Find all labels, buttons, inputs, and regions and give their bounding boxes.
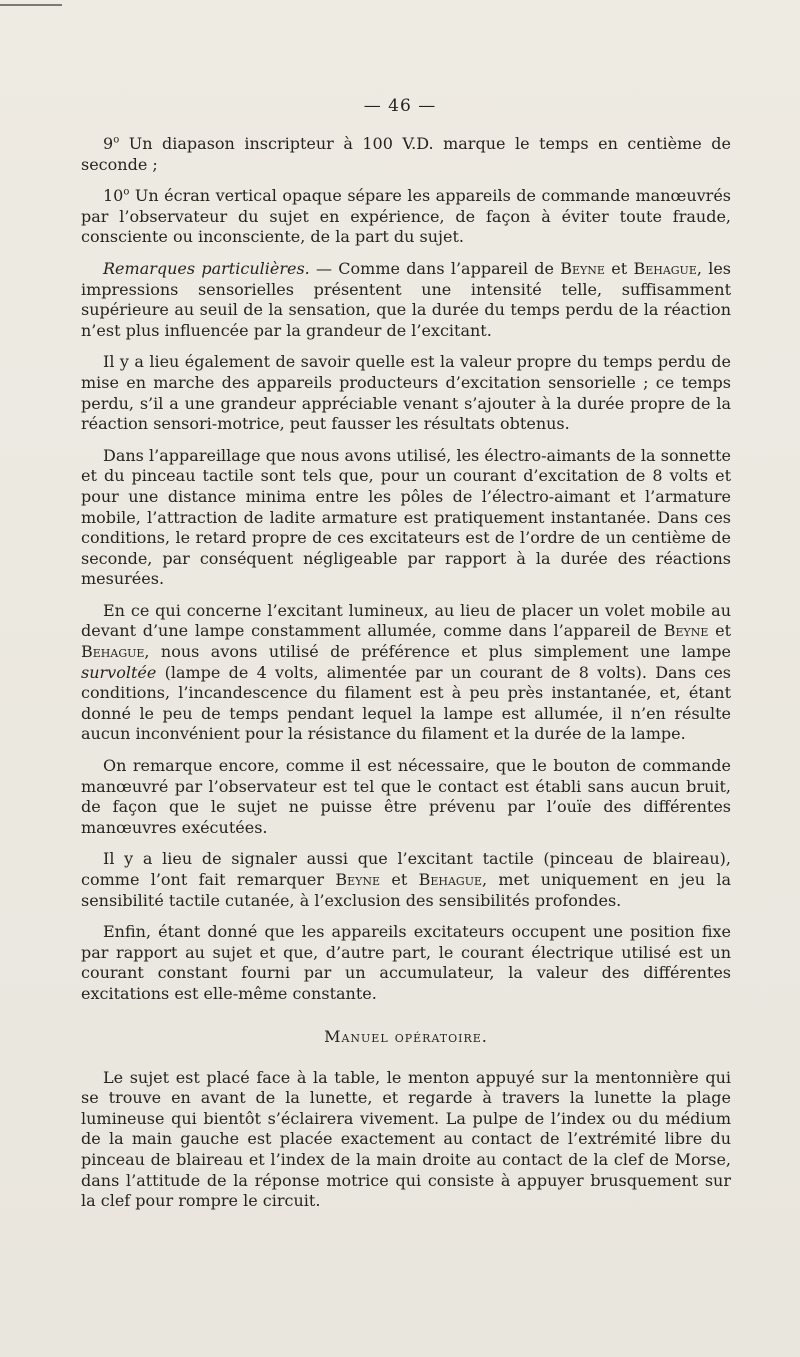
author-name: Behague xyxy=(418,870,483,889)
page-number: — 46 — xyxy=(363,96,437,116)
paragraph-temps-perdu: Il y a lieu également de savoir quelle est la valeur propre du temps perdu de mise en marche des appareils producteurs d’excitation sensorielle ; ce temps perdu, s’il a une grandeur appréciable venant s’ajouter à la durée propre de la réaction sensori-motrice, peut fausser les résultats obtenus. xyxy=(81,352,731,434)
page-body xyxy=(81,134,731,1223)
paragraph-appareillage: Dans l’appareillage que nous avons utilisé, les électro-aimants de la sonnette et du pinceau tactile sont tels que, pour un courant d’excitation de 8 volts et pour une distance minima entre les pôles de l’électro-aimant et l’armature mobile, l’attraction de ladite armature est pratiquement instantanée. Dans ces conditions, le retard propre de ces excitateurs est de l’ordre de un centième de seconde, par conséquent négligeable par rapport à la durée des réactions mesurées. xyxy=(81,445,731,589)
author-name: Beyne xyxy=(335,870,381,889)
remarques-heading: Remarques particulières. xyxy=(103,258,310,278)
paragraph-item-10: 10$^o$ Un écran vertical opaque sépare les appareils de commande manœuvrés par l’observateur du sujet en expérience, de façon à éviter toute fraude, consciente ou inconsciente, de la part du sujet. xyxy=(81,186,731,247)
author-name: Behague xyxy=(81,642,145,662)
author-name: Beyne xyxy=(560,258,605,278)
paragraph-remarques: Remarques particulières. — Comme dans l’appareil de Beyne et Behague, les impressions sensorielles présentent une intensité telle, suffisamment supérieure au seuil de la sensation, que la durée du temps perdu de la réaction n’est plus influencée par la grandeur de l’excitant. xyxy=(81,258,732,340)
paragraph-bouton-commande: On remarque encore, comme il est nécessaire, que le bouton de commande manœuvré par l’observateur est tel que le contact est établi sans aucun bruit, de façon que le sujet ne puisse être prévenu par l’ouïe des différentes manœuvres exécutées. xyxy=(81,756,731,837)
italic-term: survoltée xyxy=(81,662,157,682)
section-heading: Manuel opératoire. xyxy=(324,1026,488,1046)
paragraph-manuel-operatoire: Le sujet est placé face à la table, le menton appuyé sur la mentonnière qui se trouve en avant de la lunette, et regarde à travers la lunette la plage lumineuse qui bientôt s’éclairera vivement. La pulpe de l’index ou du médium de la main gauche est placée exactement au contact de l’extrémité libre du pinceau de blaireau et l’index de la main droite au contact de la clef de Morse, dans l’attitude de la réponse motrice qui consiste à appuyer brusquement sur la clef pour rompre le circuit. xyxy=(81,1067,731,1211)
top-edge-rule xyxy=(0,4,62,6)
paragraph-enfin: Enfin, étant donné que les appareils excitateurs occupent une position fixe par rapport au sujet et que, d’autre part, le courant électrique utilisé est un courant constant fourni par un accumulateur, la valeur des différentes excitations est elle-même constante. xyxy=(81,922,731,1003)
author-name: Behague xyxy=(633,258,697,278)
paragraph-excitant-tactile: Il y a lieu de signaler aussi que l’excitant tactile (pinceau de blaireau), comme l’ont fait remarquer Beyne et Behague, met uniquement en jeu la sensibilité tactile cutanée, à l’exclusion des sensibilités profondes. xyxy=(81,849,731,910)
paragraph-item-9: 9$^o$ Un diapason inscripteur à 100 V.D. marque le temps en centième de seconde ; xyxy=(81,134,731,174)
author-name: Beyne xyxy=(663,621,709,641)
paragraph-excitant-lumineux: En ce qui concerne l’excitant lumineux, au lieu de placer un volet mobile au devant d’une lampe constamment allumée, comme dans l’appareil de Beyne et Behague, nous avons utilisé de préférence et plus simplement une lampe survoltée (lampe de 4 volts, alimentée par un courant de 8 volts). Dans ces conditions, l’incandescence du filament est à peu près instantanée, et, étant donné le peu de temps pendant lequel la lampe est allumée, il n’en résulte aucun inconvénient pour la résistance du filament et la durée de la lampe. xyxy=(81,600,732,744)
